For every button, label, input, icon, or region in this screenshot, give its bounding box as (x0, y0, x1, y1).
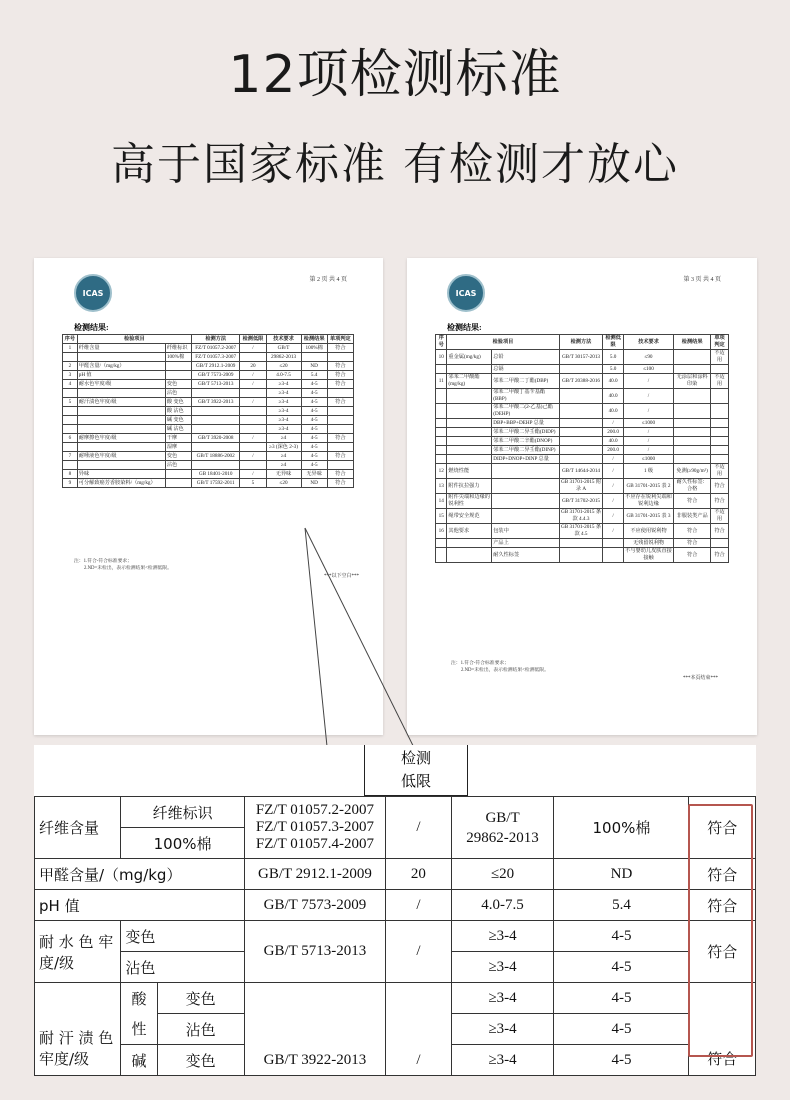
column-header: 检验项目 (447, 335, 559, 350)
table-cell: GB 31701-2015 条款 4.5 (560, 524, 602, 537)
table-cell: 4-5 (301, 398, 327, 407)
table-cell: 5.0 (603, 350, 623, 365)
table-cell: 6 (63, 434, 78, 443)
result: 4-5 (554, 1014, 689, 1045)
table-cell: GB 31701-2015 附录 A (560, 479, 602, 492)
table-cell: 20 (240, 362, 266, 371)
table-cell: 沾色 (165, 461, 191, 470)
table-cell: 符合 (711, 524, 729, 539)
table-cell: 湿摩 (165, 443, 191, 452)
sub-item: 变色 (157, 1045, 244, 1076)
table-cell: GB/T 14644-2014 (559, 464, 603, 479)
detection-limit: / (386, 797, 452, 859)
test-method: GB/T 7573-2009 (244, 890, 385, 921)
table-cell: pH 值 (77, 371, 165, 380)
column-header: 检测低限 (603, 335, 623, 350)
zoomed-table-panel (34, 745, 756, 1070)
table-cell: 包装中 (492, 524, 559, 539)
table-cell: 200.0 (603, 446, 623, 455)
table-cell: 符合 (711, 548, 729, 563)
test-method: GB/T 5713-2013 (244, 921, 385, 983)
table-cell: / (603, 419, 623, 428)
table-cell: 其他要求 (447, 524, 492, 539)
verdict: 符合 (689, 859, 756, 890)
result: 5.4 (554, 890, 689, 921)
table-cell: GB/T 2912.1-2009 (192, 362, 240, 371)
table-cell: ≤20 (266, 479, 301, 488)
table-cell: 符合 (327, 380, 353, 389)
table-cell: 15 (436, 509, 447, 524)
table-cell: ≥4 (266, 452, 301, 461)
table-cell: 4-5 (301, 425, 327, 434)
table-cell: 40.0 (603, 374, 623, 389)
icas-logo: ICAS (447, 274, 485, 312)
icas-logo: ICAS (74, 274, 112, 312)
table-cell: / (623, 404, 673, 419)
table-cell: 不应存在锐利尖端和锐利边缘 (625, 494, 672, 507)
table-cell: / (240, 434, 266, 443)
table-cell: 附件尖端和边缘的锐利性 (448, 494, 490, 507)
requirement: ≥3-4 (451, 952, 554, 983)
table-cell: ≥3-4 (266, 425, 301, 434)
table-cell: / (603, 455, 623, 464)
column-header: 检测低限 (240, 335, 266, 344)
table-cell: DIDP+DNOP+DINP 总量 (492, 455, 559, 464)
limit-column-header: 检测 低限 (364, 745, 468, 796)
table-cell: GB/T 31702-2015 (559, 494, 603, 509)
table-cell: 免测(≥90g/m²) (674, 464, 711, 479)
table-cell: 符合 (674, 524, 711, 539)
table-cell: 沾色 (165, 389, 191, 398)
table-cell: 不适用 (711, 350, 729, 365)
note-line: 2.ND=未检出，表示检测结果<检测低限。 (84, 566, 172, 571)
table-cell: ≥3-4 (266, 407, 301, 416)
table-cell: 总铅 (492, 350, 559, 365)
table-cell: 2 (63, 362, 78, 371)
results-title: 检测结果: (74, 323, 109, 332)
table-cell: 符合 (327, 371, 353, 380)
table-cell: 酸 沾色 (165, 407, 191, 416)
table-cell: 碱 沾色 (165, 425, 191, 434)
verdict: 符合 (689, 921, 756, 983)
column-header: 序号 (63, 335, 78, 344)
sub-group: 碱 (121, 1045, 157, 1076)
table-cell: GB/T 30157-2013 (559, 350, 603, 365)
table-cell: 可分解致癌芳香胺染料/（mg/kg） (77, 479, 165, 488)
table-cell: 5.4 (301, 371, 327, 380)
table-cell: 耐久性标签：合格 (674, 479, 711, 494)
table-cell: GB 18401-2010 (192, 470, 240, 479)
table-cell: GB/T 3922-2013 (192, 398, 240, 407)
table-cell: 4.0-7.5 (266, 371, 301, 380)
table-cell: GB/T 20388-2016 (559, 374, 603, 389)
column-header: 序号 (436, 335, 447, 350)
note-line: 2.ND=未检出，表示检测结果<检测低限。 (461, 668, 549, 673)
table-cell: 不适用 (711, 464, 729, 479)
item-name: 甲醛含量/（mg/kg） (35, 859, 245, 890)
requirement: ≥3-4 (451, 1045, 554, 1076)
table-cell: 碱 变色 (165, 416, 191, 425)
table-cell: 重金属(mg/kg) (447, 350, 492, 365)
table-cell: 耐摩擦色牢度/级 (77, 434, 165, 443)
table-cell: 甲醛含量/（mg/kg） (77, 362, 165, 371)
table-cell: ≥3-4 (266, 389, 301, 398)
table-cell: 1 (63, 344, 78, 353)
table-cell: / (603, 524, 623, 539)
table-cell: FZ/T 01057.3-2007 (192, 353, 240, 362)
table-cell: 异味 (77, 470, 165, 479)
item-name: 耐 汗 渍 色 牢度/级 (35, 983, 121, 1076)
table-cell: GB 31701-2015 表 3 (623, 509, 673, 524)
table-cell: 符合 (327, 362, 353, 371)
result: ND (554, 859, 689, 890)
detection-limit: 20 (386, 859, 452, 890)
verdict: 符合 (689, 797, 756, 859)
table-cell: GB/T (266, 344, 301, 353)
table-cell: GB/T 3920-2008 (192, 434, 240, 443)
table-cell: 不与婴幼儿皮肤直接接触 (625, 548, 672, 561)
verdict: 符合 (689, 983, 756, 1076)
column-header: 检测方法 (192, 335, 240, 344)
table-cell: 符合 (327, 344, 353, 353)
table-cell: / (240, 380, 266, 389)
table-cell: 12 (436, 464, 447, 479)
sub-item: 沾色 (157, 1014, 244, 1045)
sub-item: 纤维标识 (121, 797, 244, 828)
table-cell: 邻苯二甲酸二丁酯(DBP) (492, 374, 559, 389)
page-subtitle: 高于国家标准 有检测才放心 (111, 139, 679, 190)
table-cell: DBP+BBP+DEHP 总量 (492, 419, 559, 428)
table-cell: 产品上 (492, 539, 559, 548)
detection-limit: / (386, 890, 452, 921)
sub-group: 酸 性 (121, 983, 157, 1045)
requirement: ≤20 (451, 859, 554, 890)
table-row (35, 797, 756, 828)
column-header: 检验项目 (77, 335, 191, 344)
table-cell: 8 (63, 470, 78, 479)
table-cell: 耐汗渍色牢度/级 (77, 398, 165, 407)
result: 4-5 (554, 983, 689, 1014)
table-cell: / (603, 479, 623, 494)
table-cell: 不应使用锐利物 (623, 524, 673, 539)
table-cell: 符合 (674, 548, 711, 563)
table-cell: 无异味 (266, 470, 301, 479)
result: 4-5 (554, 1045, 689, 1076)
table-cell: 9 (63, 479, 78, 488)
table-cell: 符合 (327, 452, 353, 461)
table-cell: 邻苯二甲酸二异壬酯(DINP) (492, 446, 559, 455)
table-cell: GB 31701-2015 条款 4.4.3 (560, 509, 602, 522)
end-mark: ***本页结束*** (683, 676, 719, 681)
table-cell: ≥3-4 (266, 416, 301, 425)
table-cell: / (623, 437, 673, 446)
table-cell: GB/T 18886-2002 (192, 452, 240, 461)
table-cell: 干摩 (165, 434, 191, 443)
table-cell: 4-5 (301, 380, 327, 389)
verdict: 符合 (689, 890, 756, 921)
table-cell: 酸 变色 (165, 398, 191, 407)
note-line: 注：1.符合-符合标准要求； (74, 559, 132, 564)
table-cell: 4-5 (301, 452, 327, 461)
sub-item: 沾色 (121, 952, 244, 983)
item-name: pH 值 (35, 890, 245, 921)
end-mark: ***以下空白*** (324, 574, 360, 579)
table-cell: 符合 (674, 494, 711, 509)
table-cell: 符合 (674, 539, 711, 548)
table-cell: 无残留锐利物 (623, 539, 673, 548)
result: 4-5 (554, 921, 689, 952)
sub-item: 变色 (157, 983, 244, 1014)
table-cell: / (240, 452, 266, 461)
table-cell: 无异味 (301, 470, 327, 479)
table-cell: 耐久性标签 (492, 548, 559, 563)
table-cell: 变色 (165, 380, 191, 389)
table-cell: 邻苯二甲酸酯(mg/kg) (447, 374, 492, 389)
table-cell: 200.0 (603, 428, 623, 437)
verdict-highlight-box (688, 804, 753, 1057)
table-cell: 邻苯二甲酸二(2-乙基)己酯(DEHP) (492, 404, 559, 419)
table-cell: 29862-2013 (266, 353, 301, 362)
test-method: GB/T 3922-2013 (244, 983, 385, 1076)
requirement: ≥3-4 (451, 921, 554, 952)
column-header: 技术要求 (266, 335, 301, 344)
table-cell: ≤1000 (623, 455, 673, 464)
column-header: 检测结果 (301, 335, 327, 344)
table-cell: ≥3 (深色 2-3) (266, 443, 301, 452)
table-cell: 4-5 (301, 434, 327, 443)
table-cell: 40.0 (603, 437, 623, 446)
table-cell: 4-5 (301, 443, 327, 452)
results-title: 检测结果: (447, 323, 482, 332)
table-cell: / (240, 470, 266, 479)
test-method: FZ/T 01057.2-2007 FZ/T 01057.3-2007 FZ/T 01057.4-2007 (244, 797, 385, 859)
table-cell: / (240, 344, 266, 353)
table-cell: / (603, 494, 623, 509)
table-cell: 耐水色牢度/级 (77, 380, 165, 389)
table-cell: ≥3-4 (266, 398, 301, 407)
column-header: 单项判定 (711, 335, 729, 350)
table-cell: 纤维含量 (77, 344, 165, 353)
table-cell: 3 (63, 371, 78, 380)
table-cell: 100%棉 (165, 353, 191, 362)
table-cell: 5 (240, 479, 266, 488)
table-cell: GB/T 7573-2009 (192, 371, 240, 380)
test-method: GB/T 2912.1-2009 (244, 859, 385, 890)
table-cell: ≤20 (266, 362, 301, 371)
table-cell: 非服装类产品 (674, 509, 711, 524)
table-cell: 4-5 (301, 407, 327, 416)
table-cell: 耐唾液色牢度/级 (77, 452, 165, 461)
table-cell: / (603, 509, 623, 524)
table-cell: 邻苯二甲酸二辛酯(DNOP) (492, 437, 559, 446)
table-cell: 4 (63, 380, 78, 389)
table-cell: 7 (63, 452, 78, 461)
table-cell: 符合 (711, 479, 729, 494)
table-cell: GB/T 5713-2013 (192, 380, 240, 389)
table-cell: GB 31701-2015 表 2 (623, 479, 673, 494)
note-line: 注：1.符合-符合标准要求； (451, 661, 509, 666)
table-cell: FZ/T 01057.2-2007 (192, 344, 240, 353)
table-cell: 5.0 (603, 365, 623, 374)
item-name: 纤维含量 (35, 797, 121, 859)
table-cell: / (623, 389, 673, 404)
table-cell: ≤90 (623, 350, 673, 365)
sub-item: 变色 (121, 921, 244, 952)
table-cell: ND (301, 479, 327, 488)
table-cell: / (603, 464, 623, 479)
table-cell: ≥4 (266, 434, 301, 443)
table-cell: 4-5 (301, 461, 327, 470)
table-row (35, 859, 756, 890)
table-cell: 符合 (327, 398, 353, 407)
table-row (35, 890, 756, 921)
table-cell: 不适用 (711, 509, 729, 524)
column-header: 技术要求 (623, 335, 673, 350)
requirement: ≥3-4 (451, 1014, 554, 1045)
table-cell: 符合 (327, 434, 353, 443)
table-cell: 符合 (711, 494, 729, 509)
table-cell: ND (301, 362, 327, 371)
table-cell: 纤维标识 (165, 344, 191, 353)
table-cell: / (623, 446, 673, 455)
table-cell: 邻苯二甲酸二异壬酯(DIDP) (492, 428, 559, 437)
table-cell: 绳带安全规范 (447, 509, 492, 524)
result: 100%棉 (554, 797, 689, 859)
item-name: 耐 水 色 牢 度/级 (35, 921, 121, 983)
result: 4-5 (554, 952, 689, 983)
table-cell: 附件抗拉强力 (447, 479, 492, 494)
table-cell: 不适用 (711, 374, 729, 389)
requirement: ≥3-4 (451, 983, 554, 1014)
table-cell: 变色 (165, 452, 191, 461)
table-cell: 13 (436, 479, 447, 494)
sub-item: 100%棉 (121, 828, 244, 859)
column-header: 单项判定 (327, 335, 353, 344)
table-cell: 符合 (327, 470, 353, 479)
table-cell: 14 (436, 494, 447, 509)
table-cell: 10 (436, 350, 447, 365)
table-cell: / (623, 428, 673, 437)
table-cell: ≤1000 (623, 419, 673, 428)
table-cell: ≤100 (623, 365, 673, 374)
table-cell: 16 (436, 524, 447, 539)
table-cell: 4-5 (301, 416, 327, 425)
table-row (35, 983, 756, 1014)
table-cell: 100%棉 (301, 344, 327, 353)
table-cell: 40.0 (603, 404, 623, 419)
table-cell: 11 (436, 374, 447, 389)
table-cell: ≥4 (266, 461, 301, 470)
table-cell: / (623, 374, 673, 389)
column-header: 检测方法 (559, 335, 603, 350)
table-cell: / (240, 371, 266, 380)
table-cell: 燃烧性能 (447, 464, 492, 479)
table-cell: 5 (63, 398, 78, 407)
table-cell: / (240, 398, 266, 407)
column-header: 检测结果 (674, 335, 711, 350)
page-number: 第 3 页 共 4 页 (683, 277, 721, 283)
table-cell: GB/T 17592-2011 (192, 479, 240, 488)
detection-limit: / (386, 983, 452, 1076)
detection-limit: / (386, 921, 452, 983)
table-cell: 40.0 (603, 389, 623, 404)
table-cell: 总镉 (492, 365, 559, 374)
table-cell: 符合 (327, 479, 353, 488)
table-cell: 1 级 (623, 464, 673, 479)
table-cell: ≥3-4 (266, 380, 301, 389)
requirement: GB/T 29862-2013 (451, 797, 554, 859)
table-cell: 邻苯二甲酸丁基苄基酯(BBP) (492, 389, 559, 404)
page-number: 第 2 页 共 4 页 (309, 277, 347, 283)
table-cell: 无涂层和涂料印染 (674, 374, 711, 389)
zoomed-results-table (34, 796, 756, 1076)
table-row (35, 921, 756, 952)
requirement: 4.0-7.5 (451, 890, 554, 921)
table-cell: 4-5 (301, 389, 327, 398)
page-title: 12项检测标准 (228, 45, 562, 105)
